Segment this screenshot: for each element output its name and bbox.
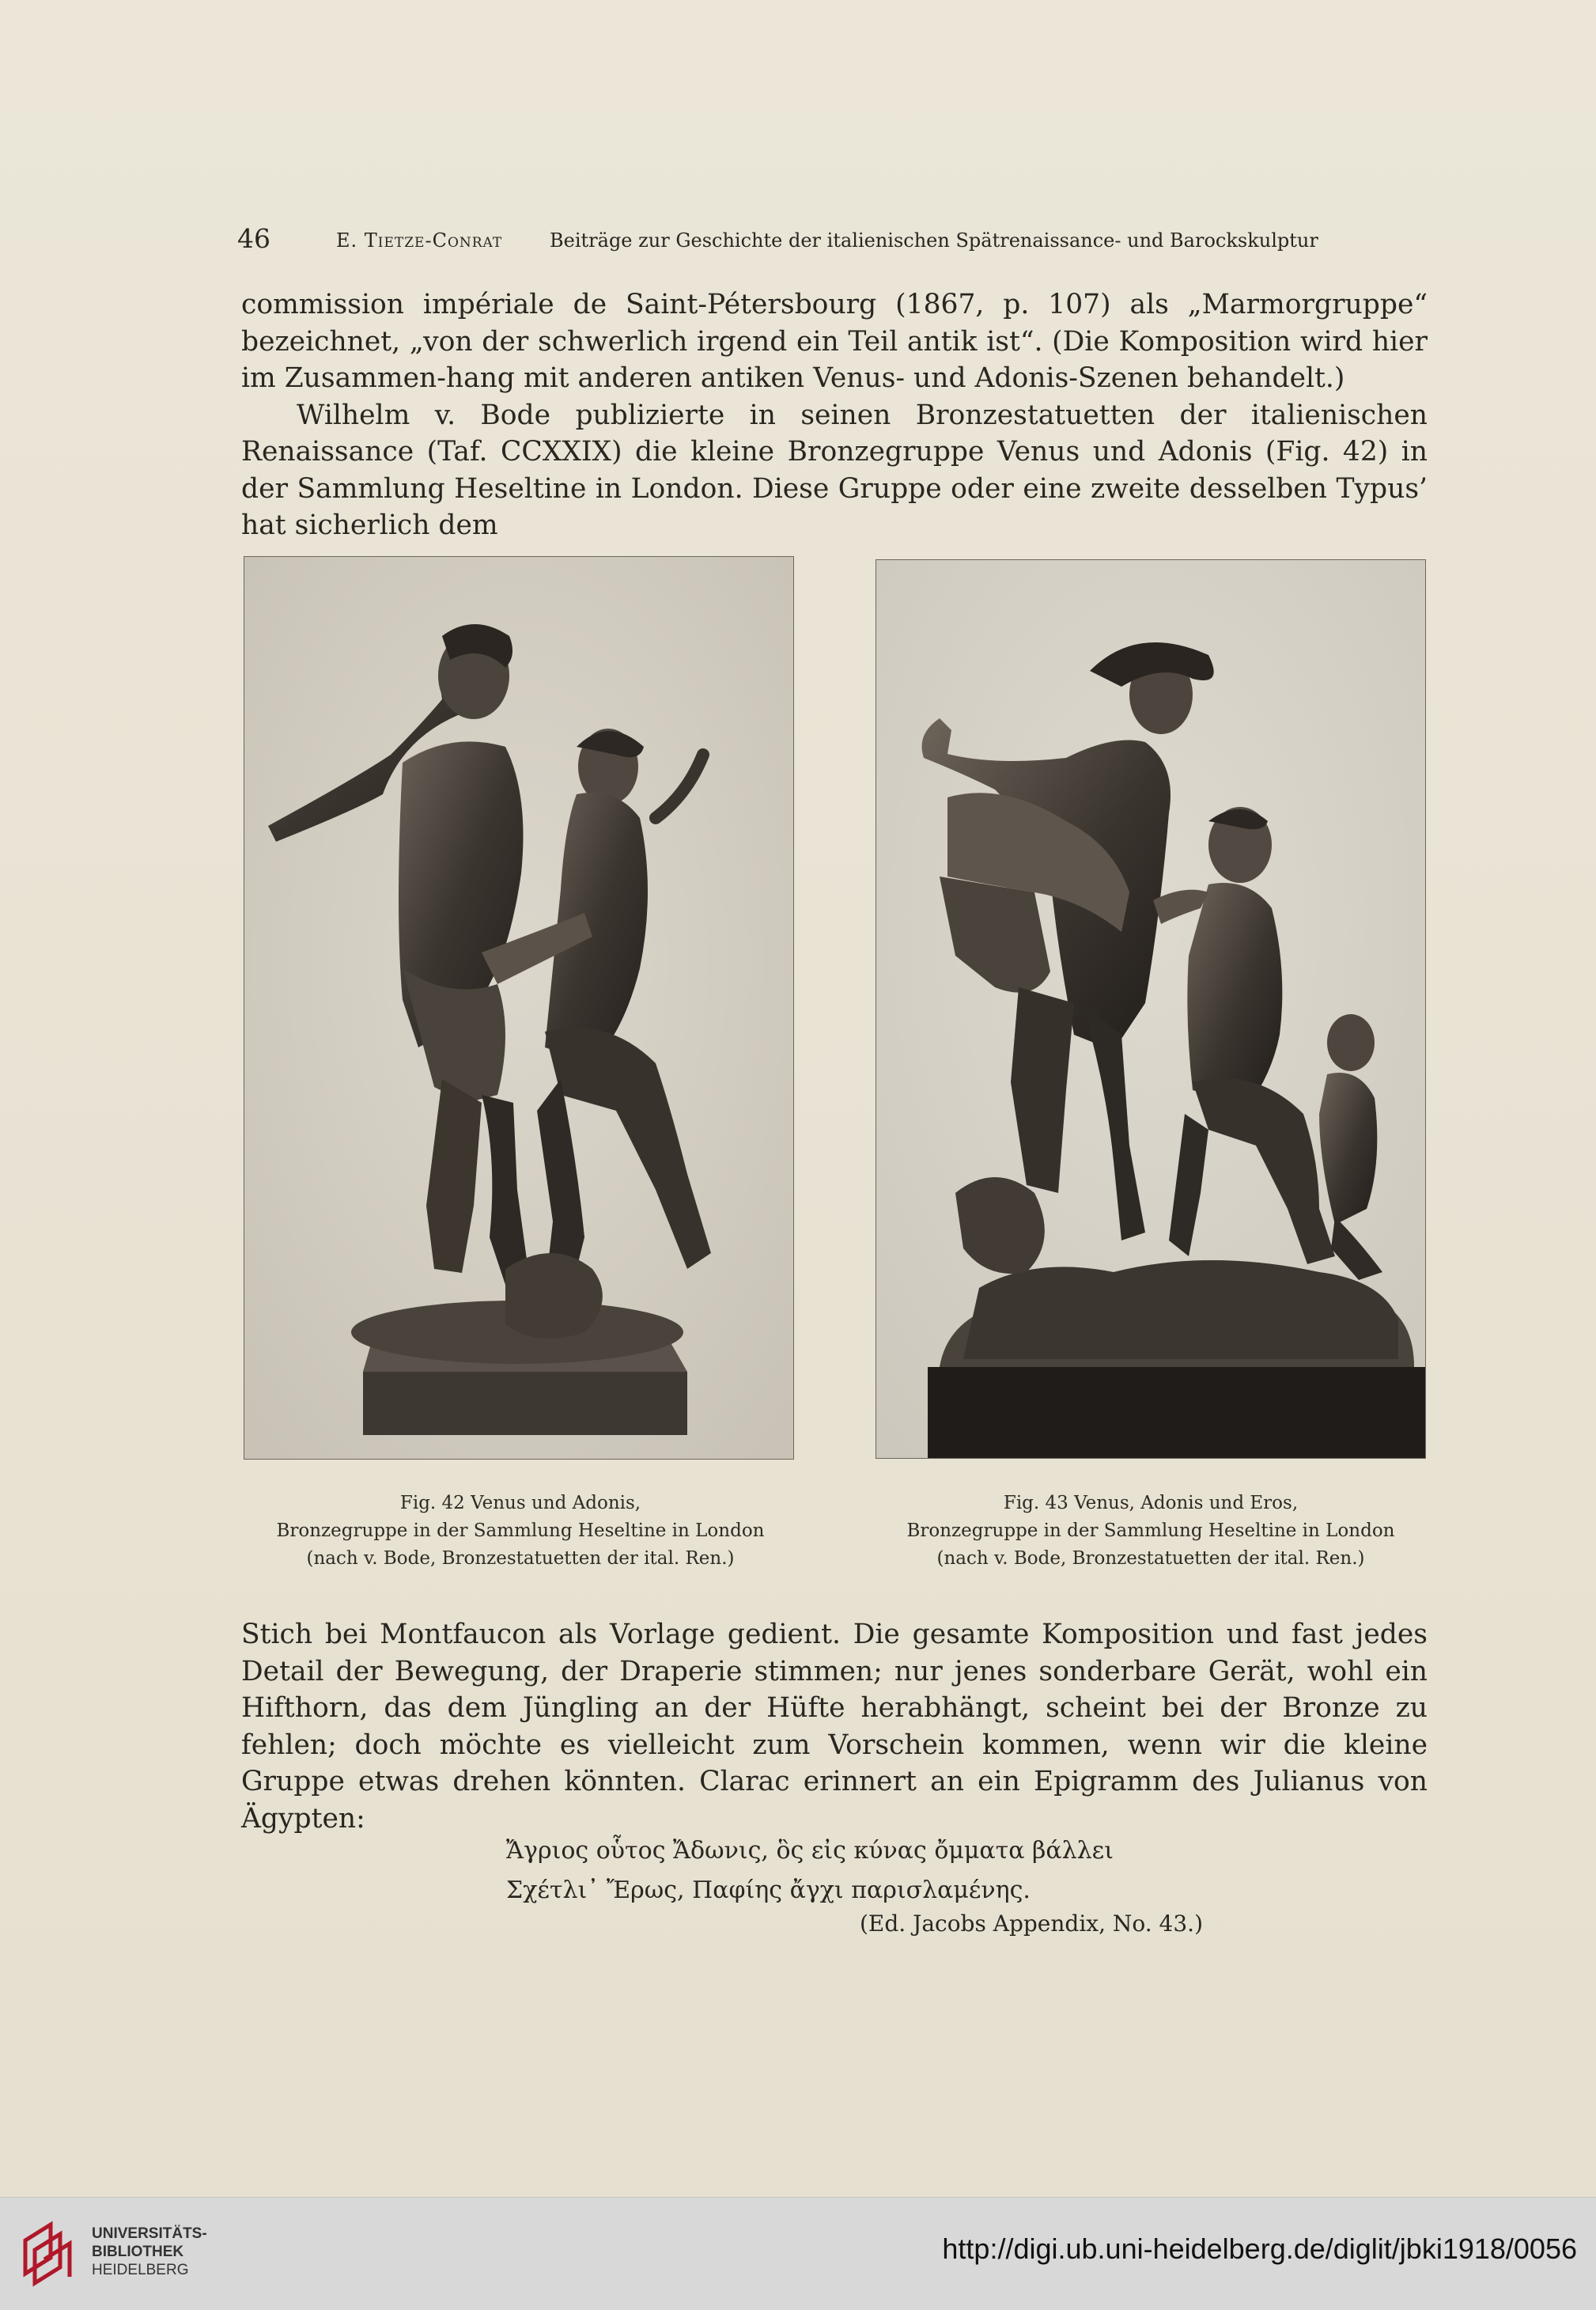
permalink-url[interactable]: http://digi.ub.uni-heidelberg.de/diglit/jbki1918/0056 bbox=[942, 2232, 1577, 2265]
university-library-logo-icon bbox=[19, 2217, 79, 2293]
epigram-line-1: Ἄγριος οὗτος Ἄδωνις, ὃς εἰς κύνας ὄμματα βάλλει bbox=[506, 1837, 1114, 1865]
caption-line: (nach v. Bode, Bronzestatuetten der ital. Ren.) bbox=[306, 1548, 735, 1569]
library-name-line: UNIVERSITÄTS- bbox=[92, 2225, 207, 2242]
paragraph-1: commission impériale de Saint-Pétersbourg (1867, p. 107) als „Marmorgruppe“ bezeichnet, „von der schwerlich irgend ein Teil antik ist“. (Die Komposition wird hier im Zusammen-hang mit anderen antiken Venus- und Adonis-Szenen behandelt.) bbox=[241, 289, 1428, 394]
greek-epigram bbox=[506, 1831, 1114, 1910]
body-text-bottom bbox=[241, 1616, 1428, 1837]
library-name bbox=[92, 2225, 207, 2279]
epigram-line-2: Σχέτλι᾽ Ἔρως, Παφίης ἄγχι παρισλαμένης. bbox=[506, 1876, 1031, 1904]
venus-adonis-sculpture-illustration bbox=[244, 557, 793, 1459]
figure-43-caption bbox=[850, 1490, 1451, 1573]
figure-43-photo bbox=[876, 559, 1426, 1459]
paragraph-2: Wilhelm v. Bode publizierte in seinen Bronzestatuetten der italienischen Renaissance (Taf. CCXXIX) die kleine Bronzegruppe Venus und Adonis (Fig. 42) in der Sammlung Heseltine in London. Diese Gruppe oder eine zweite desselben Typus’ hat sicherlich dem bbox=[241, 399, 1428, 541]
figure-42-caption bbox=[220, 1490, 821, 1573]
caption-line: Bronzegruppe in der Sammlung Heseltine in London bbox=[276, 1520, 765, 1541]
caption-line: (nach v. Bode, Bronzestatuetten der ital. Ren.) bbox=[936, 1548, 1365, 1569]
epigram-citation: (Ed. Jacobs Appendix, No. 43.) bbox=[860, 1910, 1203, 1937]
caption-line: Fig. 43 Venus, Adonis und Eros, bbox=[1003, 1493, 1299, 1513]
running-header bbox=[237, 223, 1439, 263]
library-name-line: BIBLIOTHEK bbox=[92, 2244, 184, 2260]
body-text-top bbox=[241, 286, 1428, 544]
header-running-title: Beiträge zur Geschichte der italienischen Spätrenaissance- und Barockskulptur bbox=[550, 229, 1318, 252]
figure-42-photo bbox=[244, 556, 794, 1460]
header-author: E. Tietze-Conrat bbox=[336, 229, 503, 252]
paragraph-3: Stich bei Montfaucon als Vorlage gedient. Die gesamte Komposition und fast jedes Detail der Bewegung, der Draperie stimmen; nur jenes sonderbare Gerät, wohl ein Hifthorn, das dem Jüngling an der Hüfte herabhängt, scheint bei der Bronze zu fehlen; doch möchte es vielleicht zum Vorschein kommen, wenn wir die kleine Gruppe etwas drehen könnten. Clarac erinnert an ein Epigramm des Julianus von Ägypten: bbox=[241, 1619, 1428, 1835]
library-name-line: HEIDELBERG bbox=[92, 2262, 189, 2278]
caption-line: Bronzegruppe in der Sammlung Heseltine in London bbox=[906, 1520, 1395, 1541]
page-number: 46 bbox=[237, 223, 270, 254]
digitization-footer bbox=[0, 2197, 1596, 2310]
caption-line: Fig. 42 Venus und Adonis, bbox=[399, 1493, 641, 1513]
venus-adonis-eros-sculpture-illustration bbox=[876, 560, 1425, 1458]
